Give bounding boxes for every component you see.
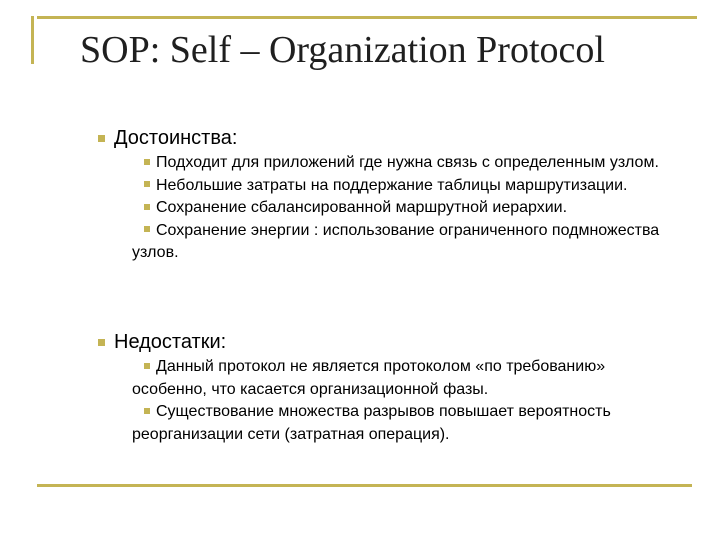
list-item — [132, 401, 672, 446]
disadvantages-heading — [98, 330, 672, 354]
list-item — [132, 220, 672, 265]
list-item-text: Существование множества разрывов повышает вероятность реорганизации сети (затратная операция). — [132, 403, 611, 443]
square-bullet-icon — [144, 226, 150, 232]
list-item-text: Небольшие затраты на поддержание таблицы маршрутизации. — [156, 176, 628, 194]
list-item-text: Сохранение энергии : использование ограниченного подмножества узлов. — [132, 221, 660, 261]
slide-title: SOP: Self – Organization Protocol — [80, 29, 605, 71]
list-item — [132, 152, 672, 175]
list-item — [132, 356, 672, 401]
square-bullet-icon — [98, 339, 105, 346]
left-accent-line — [31, 16, 34, 64]
square-bullet-icon — [144, 204, 150, 210]
disadvantages-section — [98, 330, 672, 446]
top-divider-line — [37, 16, 697, 19]
list-item-text: Данный протокол не является протоколом «по требованию» особенно, что касается организационной фазы. — [132, 358, 606, 398]
square-bullet-icon — [144, 363, 150, 369]
square-bullet-icon — [144, 181, 150, 187]
advantages-heading — [98, 126, 672, 150]
advantages-section — [98, 126, 672, 265]
disadvantages-heading-text: Недостатки: — [114, 331, 227, 353]
bottom-divider-line — [37, 484, 692, 487]
list-item-text: Сохранение сбалансированной маршрутной иерархии. — [156, 199, 568, 216]
disadvantages-list — [132, 356, 672, 446]
square-bullet-icon — [144, 408, 150, 414]
square-bullet-icon — [144, 159, 150, 165]
list-item-text: Подходит для приложений где нужна связь с определенным узлом. — [156, 154, 659, 171]
list-item — [132, 197, 672, 220]
square-bullet-icon — [98, 135, 105, 142]
advantages-heading-text: Достоинства: — [114, 127, 238, 149]
list-item — [132, 175, 672, 198]
advantages-list — [132, 152, 672, 265]
